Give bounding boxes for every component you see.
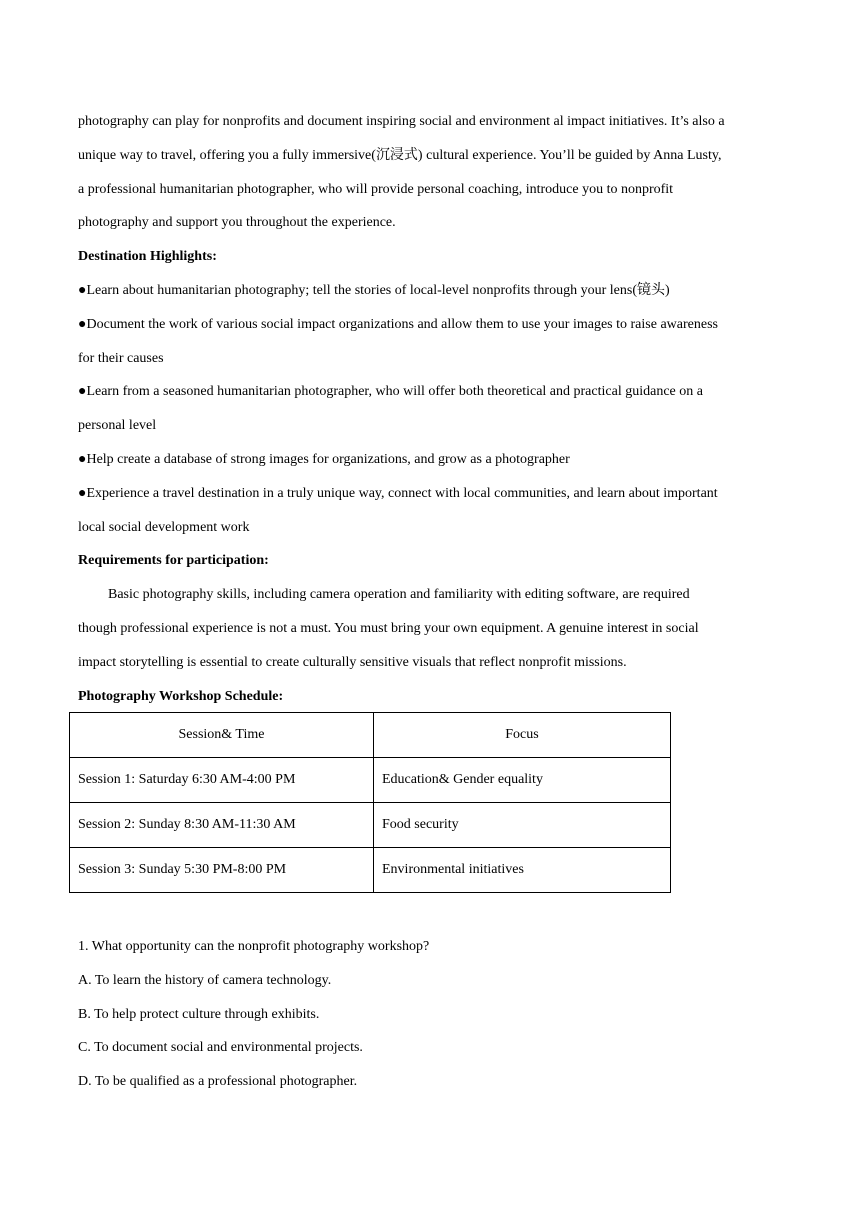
table-header-cell: Focus: [374, 713, 671, 758]
highlights-heading: Destination Highlights:: [78, 249, 217, 265]
passage-line: a professional humanitarian photographer, who will provide personal coaching, introduce you to nonprofit: [78, 181, 674, 197]
question-stem: 1. What opportunity can the nonprofit photography workshop?: [78, 939, 430, 954]
highlight-line: ●Learn from a seasoned humanitarian photographer, who will offer both theoretical and practical guidance on a: [78, 384, 703, 400]
table-cell: Session 1: Saturday 6:30 AM-4:00 PM: [70, 758, 374, 803]
passage-line: photography can play for nonprofits and document inspiring social and environment al impact initiatives. It’s also a: [78, 114, 725, 129]
question-block: [78, 930, 788, 1099]
table-cell: Food security: [374, 803, 671, 848]
table-row: [70, 848, 671, 893]
table-header-cell: Session& Time: [70, 713, 374, 758]
passage-line: unique way to travel, offering you a fully immersive(沉浸式) cultural experience. You’ll be guided by Anna Lusty,: [78, 147, 722, 163]
requirements-heading: Requirements for participation:: [78, 553, 269, 569]
requirements-line: Basic photography skills, including camera operation and familiarity with editing software, are required: [108, 587, 690, 603]
highlight-line: local social development work: [78, 519, 250, 535]
highlight-line: ●Experience a travel destination in a truly unique way, connect with local communities, and learn about important: [78, 485, 718, 501]
table-cell: Session 3: Sunday 5:30 PM-8:00 PM: [70, 848, 374, 893]
schedule-table: [69, 712, 671, 893]
table-cell: Environmental initiatives: [374, 848, 671, 893]
requirements-line: though professional experience is not a must. You must bring your own equipment. A genuine interest in social: [78, 620, 699, 636]
schedule-heading: Photography Workshop Schedule:: [78, 688, 284, 704]
answer-option: C. To document social and environmental projects.: [78, 1040, 363, 1056]
table-header-row: [70, 713, 671, 758]
answer-option: B. To help protect culture through exhibits.: [78, 1006, 320, 1022]
table-cell: Education& Gender equality: [374, 758, 671, 803]
answer-option: D. To be qualified as a professional photographer.: [78, 1074, 358, 1090]
highlight-line: ●Help create a database of strong images for organizations, and grow as a photographer: [78, 451, 570, 467]
passage-line: photography and support you throughout the experience.: [78, 215, 396, 231]
highlight-line: for their causes: [78, 350, 164, 366]
highlight-line: personal level: [78, 418, 157, 434]
answer-option: A. To learn the history of camera technology.: [78, 972, 332, 988]
highlight-line: ●Document the work of various social impact organizations and allow them to use your images to raise awareness: [78, 316, 718, 332]
table-row: [70, 758, 671, 803]
highlight-line: ●Learn about humanitarian photography; tell the stories of local-level nonprofits through your lens(镜头): [78, 282, 670, 298]
requirements-line: impact storytelling is essential to create culturally sensitive visuals that reflect nonprofit missions.: [78, 654, 627, 670]
table-cell: Session 2: Sunday 8:30 AM-11:30 AM: [70, 803, 374, 848]
table-row: [70, 803, 671, 848]
passage: [78, 105, 788, 713]
